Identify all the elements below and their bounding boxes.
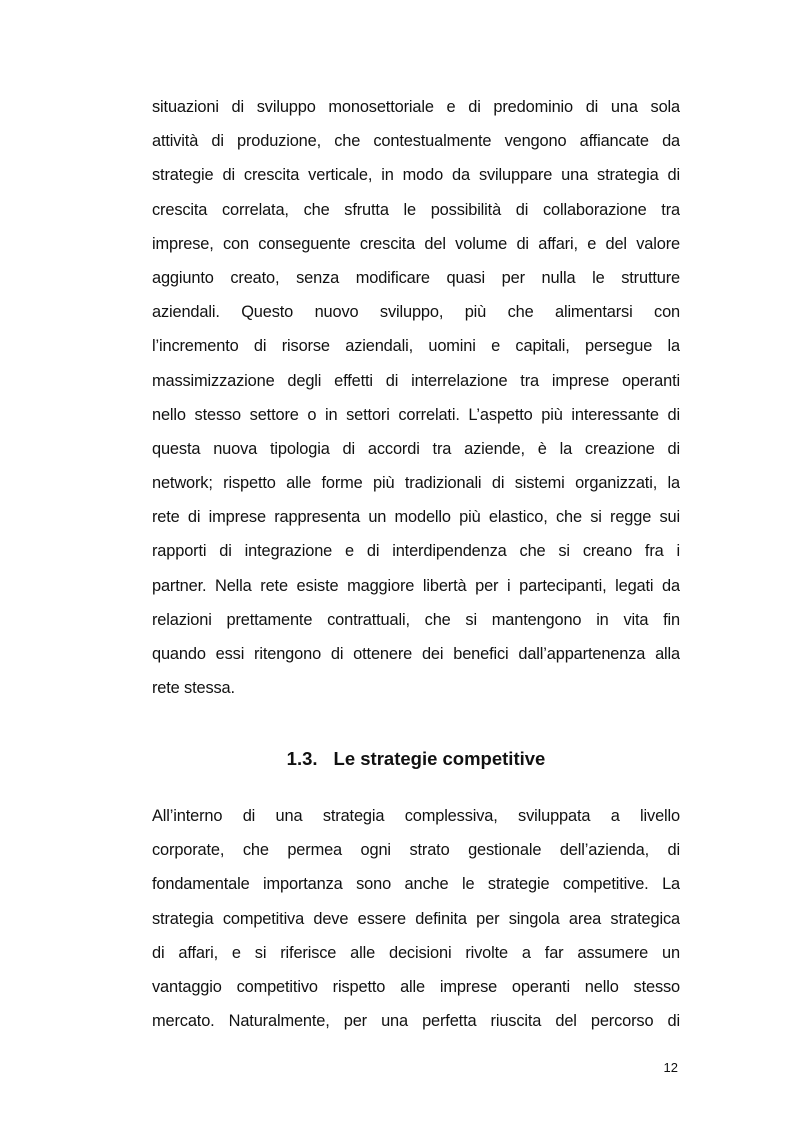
section-title: Le strategie competitive xyxy=(333,748,546,769)
paragraph-line: strategie di crescita verticale, in modo da sviluppare una strategia di xyxy=(152,166,680,185)
paragraph-line: l’incremento di risorse aziendali, uomini e capitali, persegue la xyxy=(152,337,680,356)
section-number: 1.3. xyxy=(286,748,318,769)
paragraph-line: massimizzazione degli effetti di interrelazione tra imprese operanti xyxy=(152,371,680,390)
paragraph-line: fondamentale importanza sono anche le strategie competitive. La xyxy=(152,875,680,894)
paragraph-line: quando essi ritengono di ottenere dei benefici dall’appartenenza alla xyxy=(152,645,680,663)
paragraph-line: mercato. Naturalmente, per una perfetta riuscita del percorso di xyxy=(152,1012,680,1031)
page-number: 12 xyxy=(663,1060,678,1075)
paragraph-line: nello stesso settore o in settori correlati. L’aspetto più interessante di xyxy=(152,405,680,424)
paragraph-line: relazioni prettamente contrattuali, che si mantengono in vita fin xyxy=(152,610,680,629)
paragraph-line: crescita correlata, che sfrutta le possibilità di collaborazione tra xyxy=(152,200,680,219)
paragraph-line: partner. Nella rete esiste maggiore libertà per i partecipanti, legati da xyxy=(152,576,680,595)
paragraph-line: rapporti di integrazione e di interdipendenza che si creano fra i xyxy=(152,542,680,561)
paragraph-line: rete di imprese rappresenta un modello più elastico, che si regge sui xyxy=(152,508,680,527)
paragraph-line: aziendali. Questo nuovo sviluppo, più che alimentarsi con xyxy=(152,303,680,322)
paragraph-line: attività di produzione, che contestualmente vengono affiancate da xyxy=(152,132,680,151)
paragraph-line: vantaggio competitivo rispetto alle imprese operanti nello stesso xyxy=(152,977,680,996)
paragraph-line: aggiunto creato, senza modificare quasi per nulla le strutture xyxy=(152,268,680,287)
paragraph-line: di affari, e si riferisce alle decisioni rivolte a far assumere un xyxy=(152,943,680,962)
body-paragraph-2 xyxy=(152,799,680,1038)
paragraph-line: All’interno di una strategia complessiva, sviluppata a livello xyxy=(152,807,680,825)
paragraph-line: imprese, con conseguente crescita del volume di affari, e del valore xyxy=(152,234,680,253)
paragraph-line: network; rispetto alle forme più tradizionali di sistemi organizzati, la xyxy=(152,474,680,493)
body-paragraph-1 xyxy=(152,90,680,705)
paragraph-line: strategia competitiva deve essere definita per singola area strategica xyxy=(152,909,680,928)
paragraph-line: rete stessa. xyxy=(152,679,235,698)
paragraph-line: situazioni di sviluppo monosettoriale e di predominio di una sola xyxy=(152,98,680,116)
paragraph-line: corporate, che permea ogni strato gestionale dell’azienda, di xyxy=(152,841,680,860)
paragraph-line: questa nuova tipologia di accordi tra aziende, è la creazione di xyxy=(152,439,680,458)
section-heading xyxy=(152,742,680,776)
